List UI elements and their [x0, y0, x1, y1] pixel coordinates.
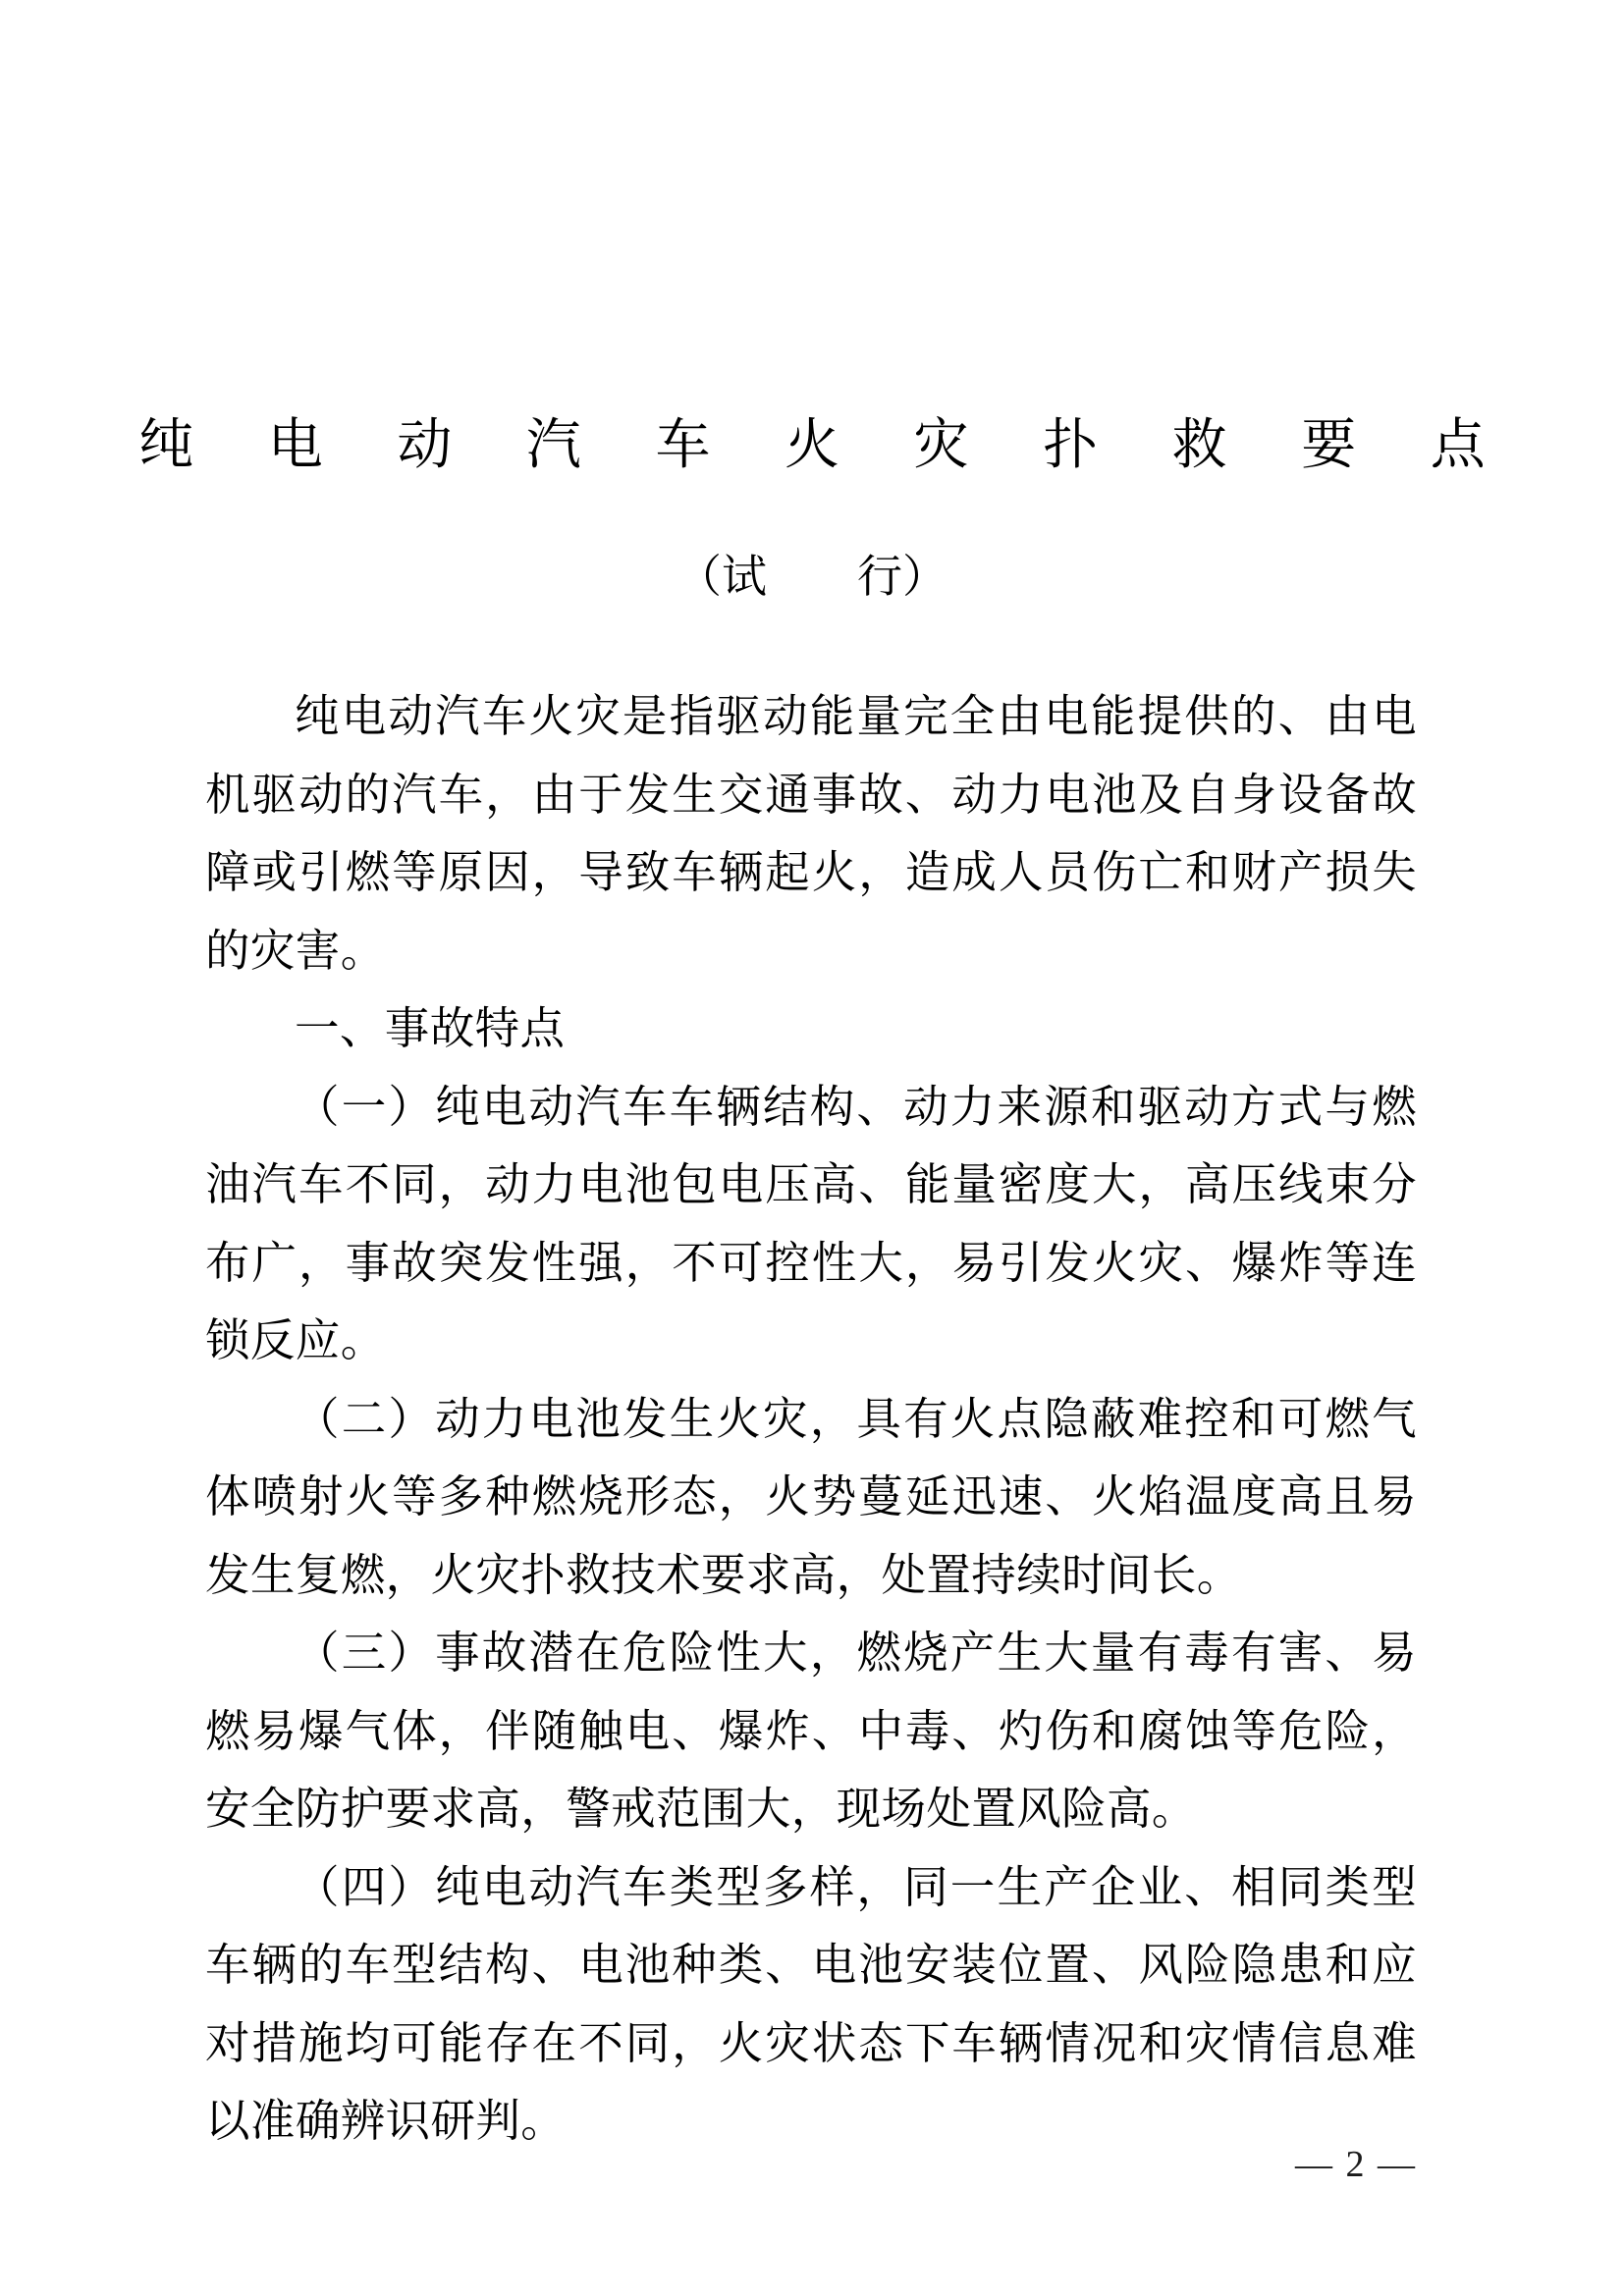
paragraph-item-two: （二）动力电池发生火灾，具有火点隐蔽难控和可燃气体喷射火等多种燃烧形态，火势蔓延迅速、火焰温度高且易发生复燃，火灾扑救技术要求高，处置持续时间长。: [205, 1393, 1417, 1600]
paragraph-item-four: （四）纯电动汽车类型多样，同一生产企业、相同类型车辆的车型结构、电池种类、电池安装位置、风险隐患和应对措施均可能存在不同，火灾状态下车辆情况和灾情信息难以准确辨识研判。: [205, 1861, 1417, 2146]
paragraph-item-three: （三）事故潜在危险性大，燃烧产生大量有毒有害、易燃易爆气体，伴随触电、爆炸、中毒、灼伤和腐蚀等危险，安全防护要求高，警戒范围大，现场处置风险高。: [205, 1628, 1417, 1834]
paragraph-item-one: （一）纯电动汽车车辆结构、动力来源和驱动方式与燃油汽车不同，动力电池包电压高、能量密度大，高压线束分布广，事故突发性强，不可控性大，易引发火灾、爆炸等连锁反应。: [205, 1081, 1417, 1365]
document-body: [205, 677, 1417, 2161]
title-block: [0, 410, 1624, 602]
section-heading-accident-features: 一、事故特点: [295, 1003, 566, 1053]
paragraph-definition: 纯电动汽车火灾是指驱动能量完全由电能提供的、由电机驱动的汽车，由于发生交通事故、动力电池及自身设备故障或引燃等原因，导致车辆起火，造成人员伤亡和财产损失的灾害。: [205, 691, 1417, 976]
page-title: 纯 电 动 汽 车 火 灾 扑 救 要 点: [138, 413, 1515, 475]
document-subtitle: （试 行）: [677, 551, 947, 602]
page-footer: [205, 2142, 1417, 2187]
page-number: — 2 —: [1295, 2144, 1417, 2185]
